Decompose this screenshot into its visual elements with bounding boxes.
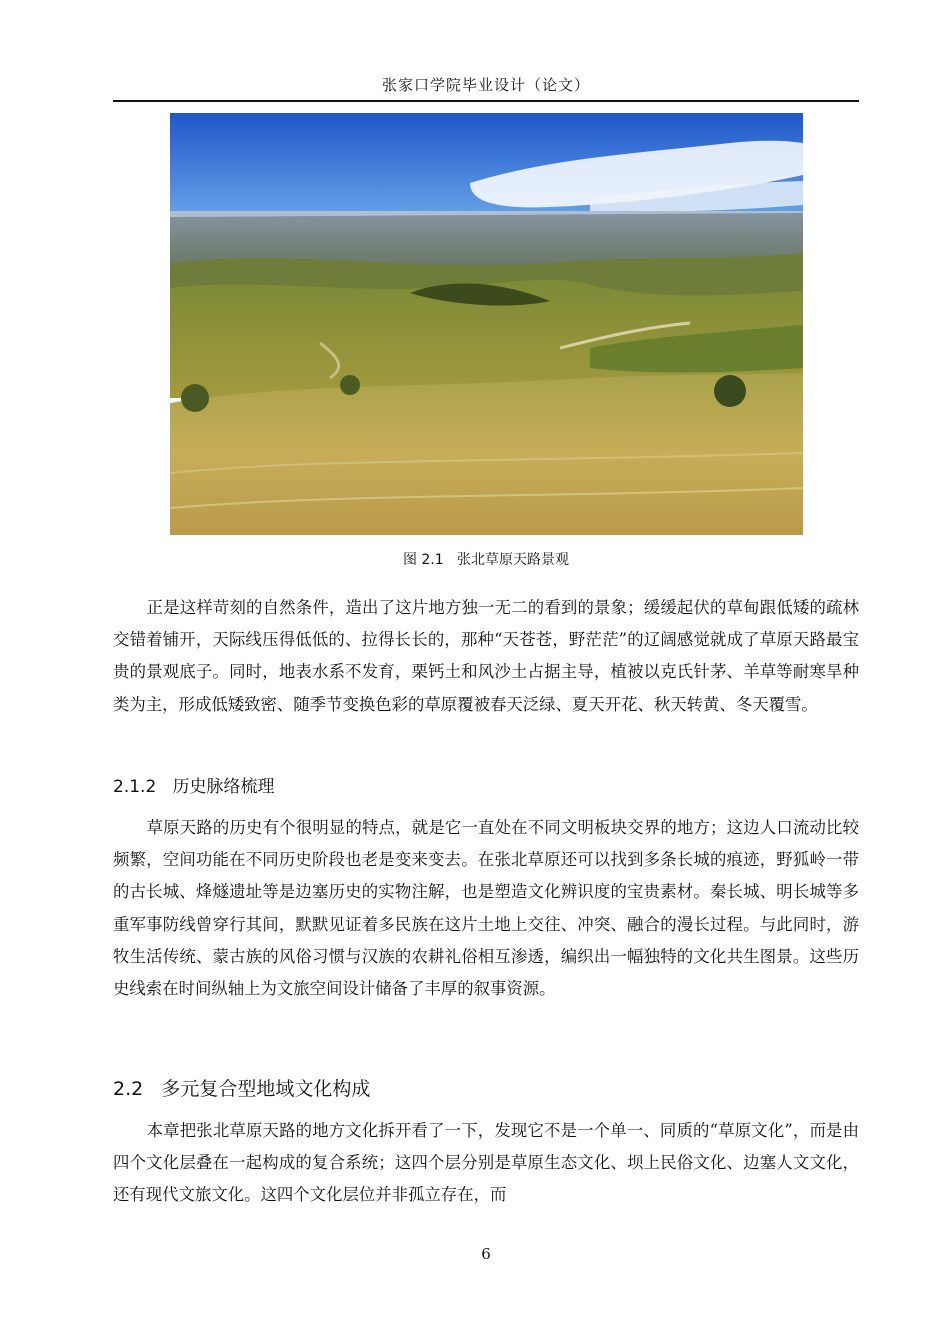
section-title: 历史脉络梳理 — [172, 777, 275, 797]
section-heading-2-2 — [113, 1075, 859, 1103]
paragraph-landscape: 正是这样苛刻的自然条件，造出了这片地方独一无二的看到的景象；缓缓起伏的草甸跟低矮的疏林交错着铺开，天际线压得低低的、拉得长长的，那种“天苍苍，野茫茫”的辽阔感觉就成了草原天路最宝贵的景观底子。同时，地表水系不发育，栗钙土和风沙土占据主导，植被以克氏针茅、羊草等耐寒旱种类为主，形成低矮致密、随季节变换色彩的草原覆被春天泛绿、夏天开花、秋天转黄、冬天覆雪。 — [113, 598, 859, 714]
section-heading-2-1-2 — [113, 774, 859, 800]
paragraph-culture: 本章把张北草原天路的地方文化拆开看了一下，发现它不是一个单一、同质的“草原文化”，而是由四个文化层叠在一起构成的复合系统；这四个层分别是草原生态文化、坝上民俗文化、边塞人文文化，还有现代文旅文化。这四个文化层位并非孤立存在，而 — [113, 1121, 859, 1205]
paragraph-history: 草原天路的历史有个很明显的特点，就是它一直处在不同文明板块交界的地方；这边人口流动比较频繁，空间功能在不同历史阶段也老是变来变去。在张北草原还可以找到多条长城的痕迹，野狐岭一带的古长城、烽燧遗址等是边塞历史的实物注解，也是塑造文化辨识度的宝贵素材。秦长城、明长城等多重军事防线曾穿行其间，默默见证着多民族在这片土地上交往、冲突、融合的漫长过程。与此同时，游牧生活传统、蒙古族的风俗习惯与汉族的农耕礼俗相互渗透，编织出一幅独特的文化共生图景。这些历史线索在时间纵轴上为文旅空间设计储备了丰厚的叙事资源。 — [113, 818, 859, 999]
figure-caption-text: 张北草原天路景观 — [457, 552, 570, 568]
page-number: 6 — [481, 1245, 491, 1263]
header-rule — [113, 100, 859, 102]
figure-caption-number: 图 2.1 — [402, 552, 444, 568]
figure-caption — [113, 548, 859, 572]
section-number: 2.2 — [113, 1078, 144, 1100]
section-title: 多元复合型地域文化构成 — [161, 1078, 371, 1100]
grassland-photo — [170, 113, 803, 535]
running-header: 张家口学院毕业设计（论文） — [381, 76, 590, 94]
section-number: 2.1.2 — [113, 777, 157, 797]
